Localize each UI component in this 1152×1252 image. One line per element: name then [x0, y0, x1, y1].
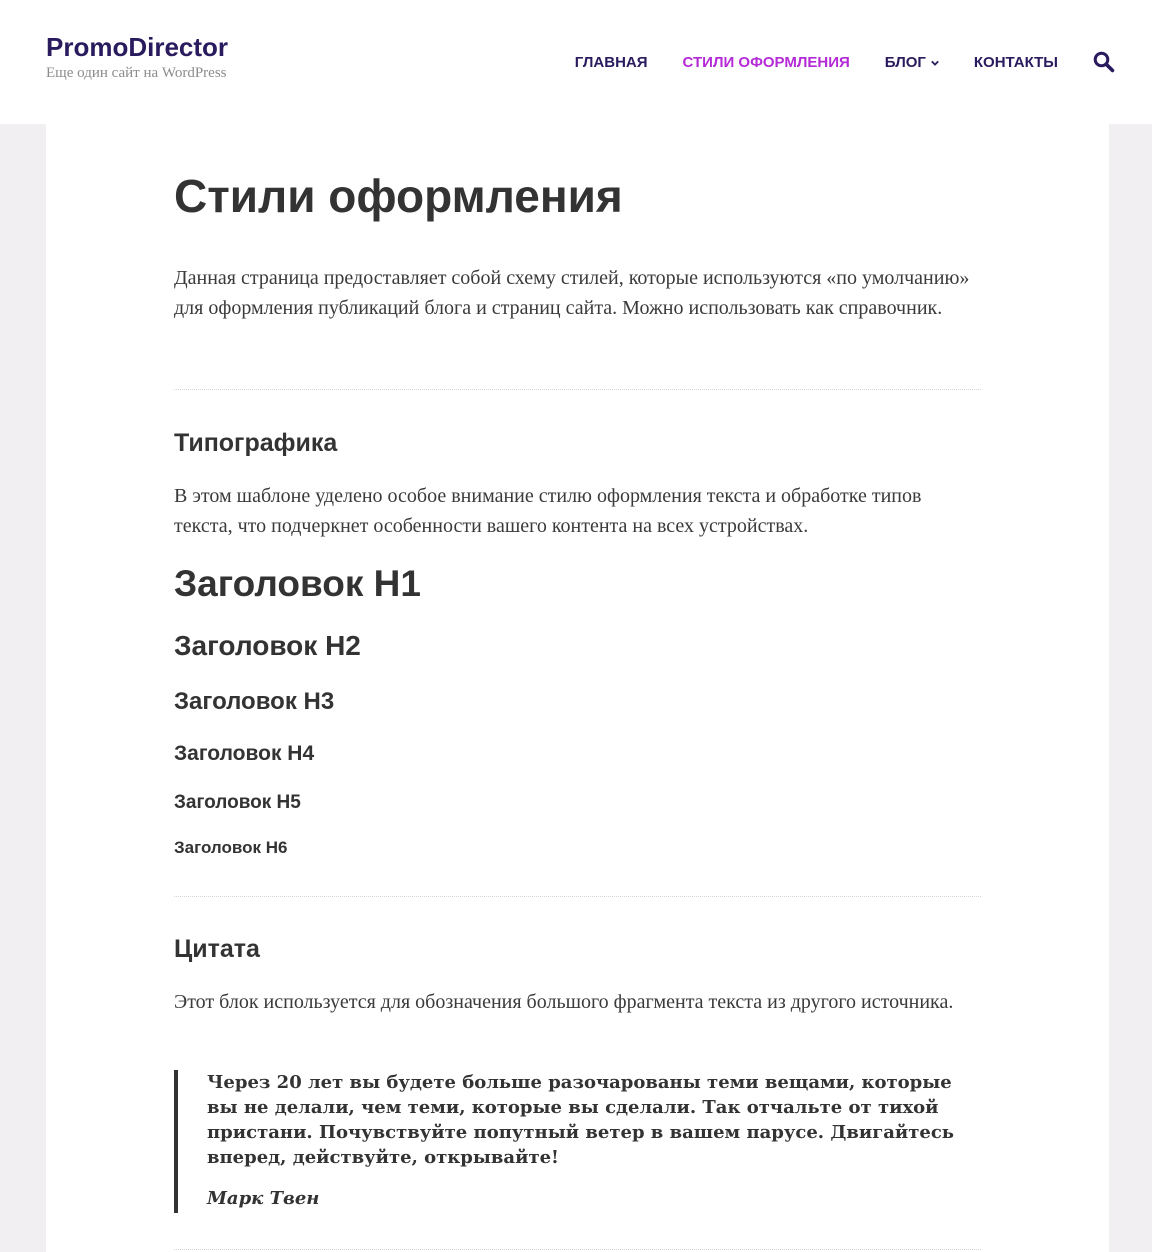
site-description: Еще один сайт на WordPress: [46, 65, 227, 81]
quote-heading: Цитата: [174, 935, 260, 963]
divider: [174, 389, 981, 390]
nav-item-blog-label: БЛОГ: [884, 54, 926, 71]
sample-heading-h4: Заголовок H4: [174, 742, 315, 765]
typography-heading: Типографика: [174, 429, 338, 457]
quote-author: Марк Твен: [207, 1188, 320, 1209]
intro-paragraph: Данная страница предоставляет собой схему стилей, которые используются «по умолчанию» для оформления публикаций блога и страниц сайта. Можно использовать как справочник.: [174, 267, 970, 319]
main-navigation: [575, 52, 1058, 74]
nav-item-blog[interactable]: [885, 52, 939, 74]
divider: [174, 1249, 981, 1250]
nav-item-contacts[interactable]: КОНТАКТЫ: [973, 54, 1058, 71]
nav-item-home[interactable]: ГЛАВНАЯ: [574, 54, 648, 71]
divider: [174, 896, 981, 897]
blockquote: [174, 1070, 981, 1213]
sample-heading-h6: Заголовок H6: [174, 838, 288, 857]
chevron-down-icon: [931, 59, 939, 67]
page-title: Стили оформления: [174, 170, 623, 222]
sample-heading-h2: Заголовок H2: [174, 630, 361, 661]
sample-heading-h5: Заголовок H5: [174, 792, 301, 813]
nav-item-styles[interactable]: СТИЛИ ОФОРМЛЕНИЯ: [682, 54, 850, 71]
site-branding: [46, 32, 228, 82]
quote-text: Через 20 лет вы будете больше разочарованы теми вещами, которые вы не делали, чем теми, которые вы сделали. Так отчальте от тихой пристани. Почувствуйте попутный ветер в вашем парусе. Двигайтесь вперед, действуйте, открывайте!: [207, 1072, 955, 1168]
main-content: [46, 124, 1109, 1252]
sample-heading-h1: Заголовок H1: [174, 563, 421, 604]
search-icon[interactable]: [1093, 51, 1115, 73]
sample-heading-h3: Заголовок H3: [174, 688, 335, 715]
site-header: [0, 0, 1152, 124]
typography-paragraph: В этом шаблоне уделено особое внимание стилю оформления текста и обработке типов текста, что подчеркнет особенности вашего контента на всех устройствах.: [174, 485, 922, 537]
quote-paragraph: Этот блок используется для обозначения большого фрагмента текста из другого источника.: [174, 991, 954, 1013]
site-title-link[interactable]: PromoDirector: [46, 32, 229, 62]
